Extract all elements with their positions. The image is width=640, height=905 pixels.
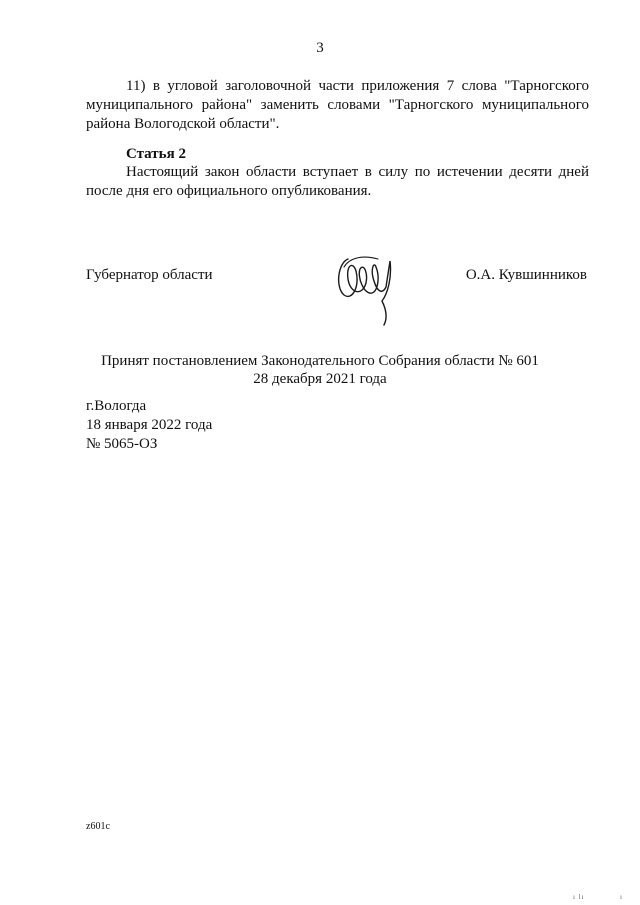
article-2-title: Статья 2 <box>126 146 186 162</box>
law-number: № 5065-ОЗ <box>86 436 158 452</box>
signing-date: 18 января 2022 года <box>86 417 213 433</box>
document-code: z601c <box>86 821 110 832</box>
scan-mark-right: ı <box>620 893 623 901</box>
handwritten-signature <box>330 247 410 327</box>
article-2-line-1: Настоящий закон области вступает в силу по истечении десяти дней <box>126 164 589 180</box>
item-11-line-1: 11) в угловой заголовочной части приложения 7 слова "Тарногского <box>126 78 589 94</box>
scan-mark-left: ı lı <box>573 893 585 901</box>
item-11-paragraph <box>86 77 589 134</box>
adoption-date: 28 декабря 2021 года <box>253 371 387 387</box>
adoption-line-1: Принят постановлением Законодательного Собрания области № 601 <box>101 353 539 369</box>
article-2-line-2: после дня его официального опубликования. <box>86 183 372 199</box>
item-11-line-3: района Вологодской области". <box>86 116 280 132</box>
page-number: 3 <box>316 40 324 56</box>
article-2-paragraph <box>86 163 589 201</box>
signatory-name: О.А. Кувшинников <box>465 267 587 283</box>
signatory-position: Губернатор области <box>86 267 213 283</box>
item-11-line-2: муниципального района" заменить словами "Тарногского муниципального <box>86 97 589 113</box>
place-city: г.Вологда <box>86 398 147 414</box>
